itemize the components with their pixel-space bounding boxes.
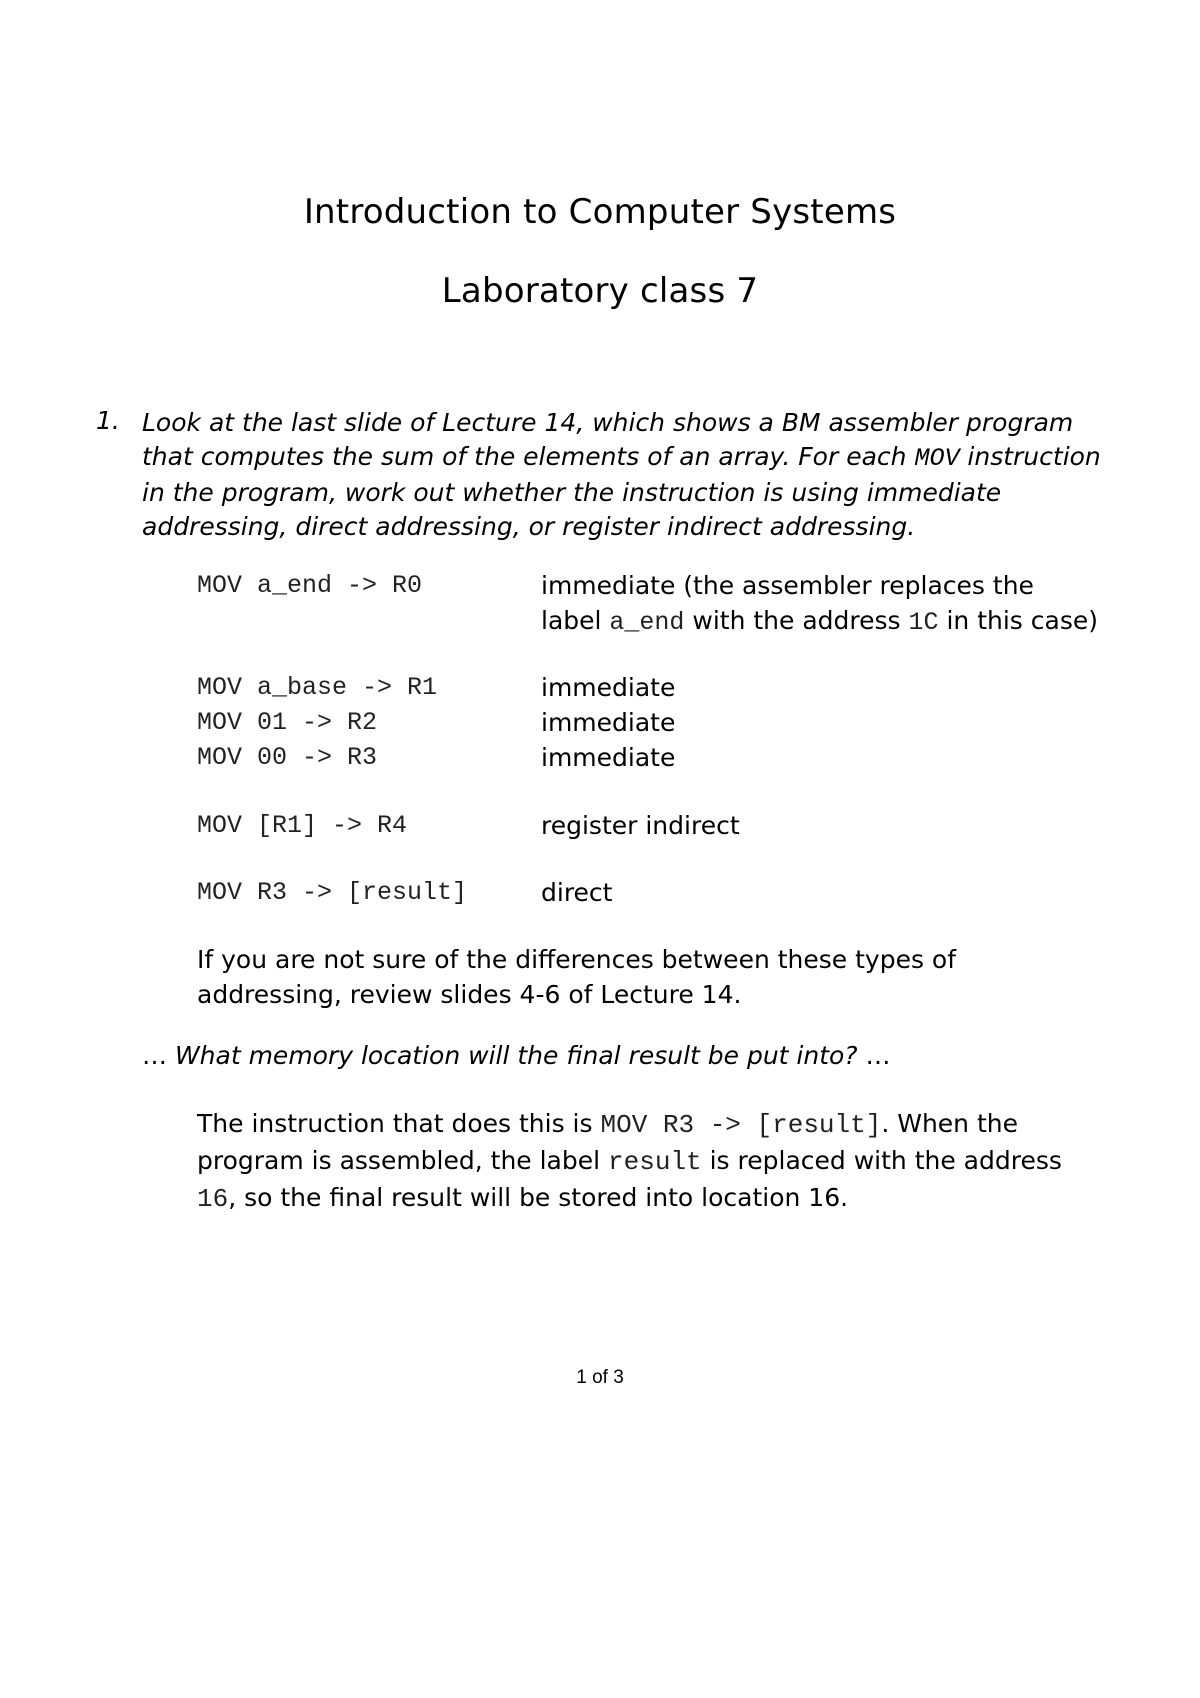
instruction-desc (541, 568, 1101, 640)
instruction-desc: register indirect (541, 811, 740, 840)
question-text (142, 406, 1102, 544)
answer-code: MOV R3 -> [result] (600, 1110, 882, 1140)
desc-text: immediate (the assembler replaces the label (541, 571, 1034, 635)
instruction-code: MOV a_base -> R1 (197, 673, 438, 702)
instruction-code: MOV 00 -> R3 (197, 743, 378, 772)
instruction-code: MOV R3 -> [result] (197, 878, 468, 907)
answer-text: is replaced with the address (701, 1146, 1062, 1175)
instruction-code: MOV [R1] -> R4 (197, 811, 408, 840)
instruction-code: MOV 01 -> R2 (197, 708, 378, 737)
answer-text: The instruction that does this is (197, 1109, 601, 1138)
desc-text: with the address (684, 606, 909, 635)
answer-text: . When the program is assembled, the label (197, 1109, 1019, 1175)
instruction-desc: direct (541, 878, 613, 907)
answer-text: , so the final result will be stored into location 16. (228, 1183, 849, 1212)
instruction-desc: immediate (541, 673, 676, 702)
document-title: Introduction to Computer Systems (303, 192, 897, 232)
document-subtitle: Laboratory class 7 (441, 271, 759, 311)
sub-question-text: What memory location will the final result be put into? (167, 1041, 866, 1070)
instruction-desc: immediate (541, 708, 676, 737)
question-text-part2: instruction in the program, work out whether the instruction is using immediate addressing, direct addressing, or register indirect addressing. (142, 442, 1101, 541)
instruction-desc: immediate (541, 743, 676, 772)
instruction-code: MOV a_end -> R0 (197, 571, 423, 600)
question-code: MOV (914, 444, 960, 473)
answer-code: 16 (197, 1184, 229, 1214)
sub-question-lead: … (142, 1041, 167, 1070)
review-note: If you are not sure of the differences between these types of addressing, review slides 4-6 of Lecture 14. (197, 945, 957, 1009)
question-text-part1: Look at the last slide of Lecture 14, which shows a BM assembler program that computes the sum of the elements of an array. For each (142, 408, 1074, 471)
answer-code: result (608, 1147, 702, 1177)
desc-code: a_end (609, 608, 685, 637)
sub-question (142, 1041, 891, 1070)
answer-paragraph (197, 1106, 1107, 1217)
desc-code: 1C (908, 608, 939, 637)
page-number: 1 of 3 (576, 1367, 624, 1388)
question-number: 1. (96, 406, 120, 435)
sub-question-trail: … (865, 1041, 891, 1070)
desc-text: in this case) (938, 606, 1099, 635)
